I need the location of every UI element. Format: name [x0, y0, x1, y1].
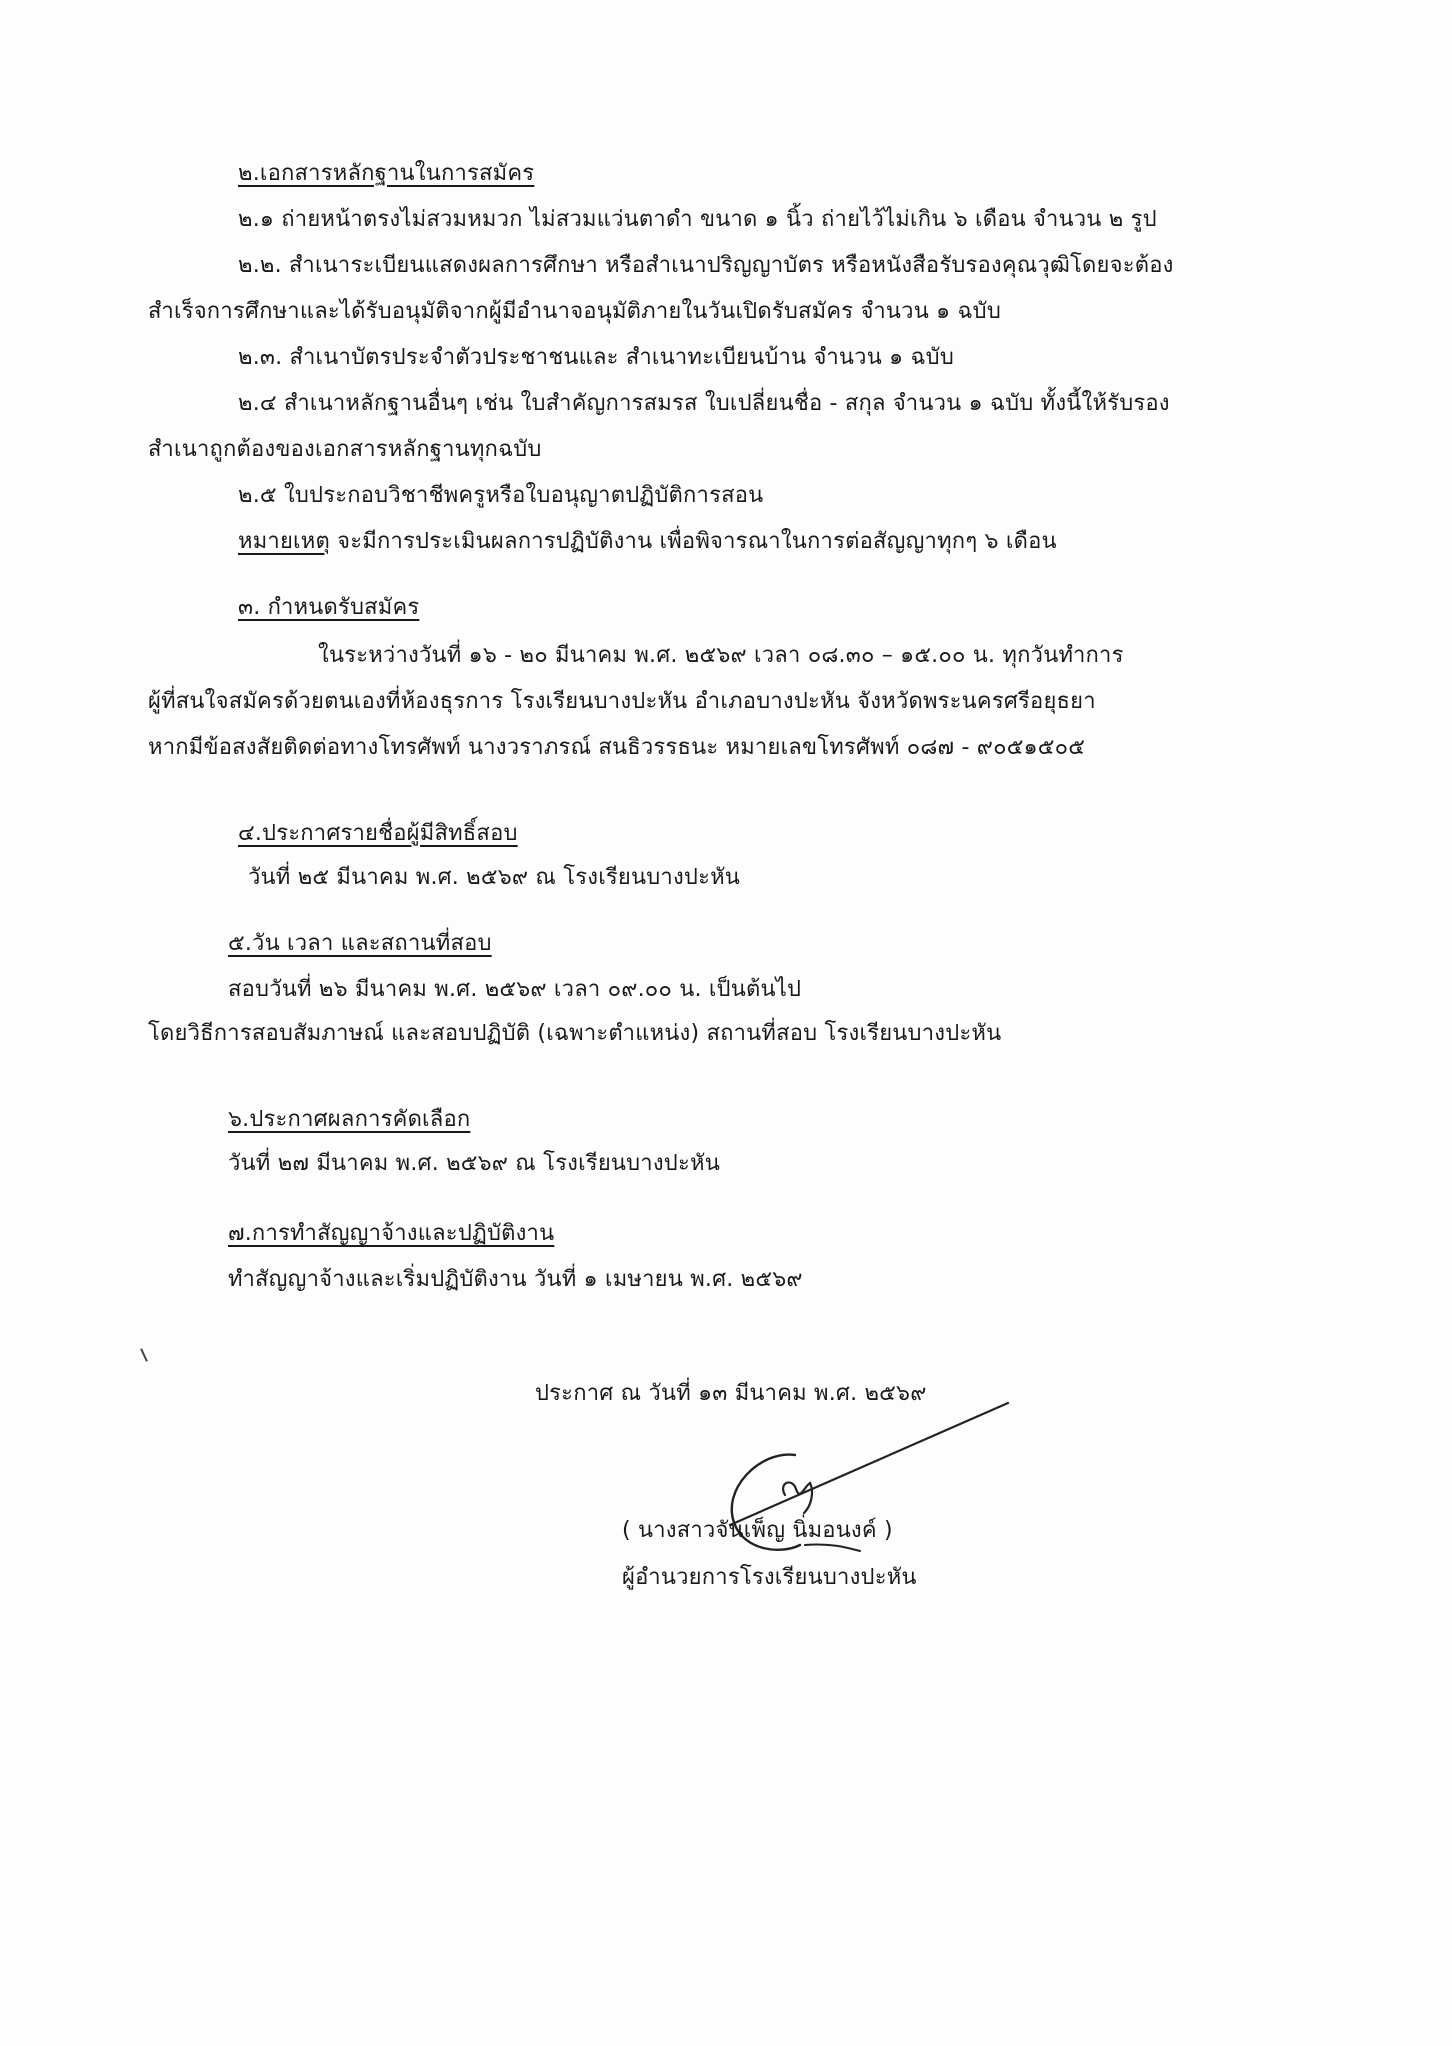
section2-item1: ๒.๑ ถ่ายหน้าตรงไม่สวมหมวก ไม่สวมแว่นตาดำ ขนาด ๑ นิ้ว ถ่ายไว้ไม่เกิน ๖ เดือน จำนวน ๒ รูป — [238, 207, 1157, 232]
section3-line2: ผู้ที่สนใจสมัครด้วยตนเองที่ห้องธุรการ โรงเรียนบางปะหัน อำเภอบางปะหัน จังหวัดพระนครศรีอยุธยา — [148, 689, 1096, 714]
section3-heading: ๓. กำหนดรับสมัคร — [238, 595, 420, 620]
section2-item2-line1: ๒.๒. สำเนาระเบียนแสดงผลการศึกษา หรือสำเนาปริญญาบัตร หรือหนังสือรับรองคุณวุฒิโดยจะต้อง — [238, 253, 1174, 278]
section6-line1: วันที่ ๒๗ มีนาคม พ.ศ. ๒๕๖๙ ณ โรงเรียนบางปะหัน — [228, 1151, 720, 1176]
section2-heading: ๒.เอกสารหลักฐานในการสมัคร — [238, 161, 535, 186]
section6-heading: ๖.ประกาศผลการคัดเลือก — [228, 1107, 471, 1132]
section5-line2: โดยวิธีการสอบสัมภาษณ์ และสอบปฏิบัติ (เฉพาะตำแหน่ง) สถานที่สอบ โรงเรียนบางปะหัน — [148, 1021, 1002, 1046]
section3-line3: หากมีข้อสงสัยติดต่อทางโทรศัพท์ นางวราภรณ์ สนธิวรรธนะ หมายเลขโทรศัพท์ ๐๘๗ - ๙๐๕๑๕๐๕ — [148, 735, 1086, 760]
signature-mark — [700, 1395, 1020, 1575]
section2-item4-line2: สำเนาถูกต้องของเอกสารหลักฐานทุกฉบับ — [148, 437, 542, 462]
section7-line1: ทำสัญญาจ้างและเริ่มปฏิบัติงาน วันที่ ๑ เมษายน พ.ศ. ๒๕๖๙ — [228, 1267, 803, 1292]
note-label: หมายเหตุ — [238, 529, 330, 554]
section4-line1: วันที่ ๒๕ มีนาคม พ.ศ. ๒๕๖๙ ณ โรงเรียนบางปะหัน — [248, 865, 741, 890]
signer-name: ( นางสาวจันเพ็ญ นิ่มอนงค์ ) — [622, 1518, 893, 1543]
announce-date: ประกาศ ณ วันที่ ๑๓ มีนาคม พ.ศ. ๒๕๖๙ — [535, 1381, 927, 1406]
section2-item2-line2: สำเร็จการศึกษาและได้รับอนุมัติจากผู้มีอำนาจอนุมัติภายในวันเปิดรับสมัคร จำนวน ๑ ฉบับ — [148, 299, 1002, 324]
section7-heading: ๗.การทำสัญญาจ้างและปฏิบัติงาน — [228, 1221, 555, 1246]
note-text: จะมีการประเมินผลการปฏิบัติงาน เพื่อพิจารณาในการต่อสัญญาทุกๆ ๖ เดือน — [329, 529, 1057, 554]
section5-heading: ๕.วัน เวลา และสถานที่สอบ — [228, 931, 492, 956]
section3-line1: ในระหว่างวันที่ ๑๖ - ๒๐ มีนาคม พ.ศ. ๒๕๖๙ เวลา ๐๘.๓๐ – ๑๕.๐๐ น. ทุกวันทำการ — [318, 643, 1124, 668]
section4-heading: ๔.ประกาศรายชื่อผู้มีสิทธิ์สอบ — [238, 821, 518, 846]
stray-scan-mark — [140, 1348, 148, 1362]
section2-item5: ๒.๕ ใบประกอบวิชาชีพครูหรือใบอนุญาตปฏิบัติการสอน — [238, 483, 764, 508]
section2-item4-line1: ๒.๔ สำเนาหลักฐานอื่นๆ เช่น ใบสำคัญการสมรส ใบเปลี่ยนชื่อ - สกุล จำนวน ๑ ฉบับ ทั้งนี้ให้รับรอง — [238, 391, 1170, 416]
section2-item3: ๒.๓. สำเนาบัตรประจำตัวประชาชนและ สำเนาทะเบียนบ้าน จำนวน ๑ ฉบับ — [238, 345, 955, 370]
signer-title: ผู้อำนวยการโรงเรียนบางปะหัน — [622, 1565, 917, 1590]
section2-note — [238, 526, 1057, 558]
section5-line1: สอบวันที่ ๒๖ มีนาคม พ.ศ. ๒๕๖๙ เวลา ๐๙.๐๐ น. เป็นต้นไป — [228, 977, 802, 1002]
